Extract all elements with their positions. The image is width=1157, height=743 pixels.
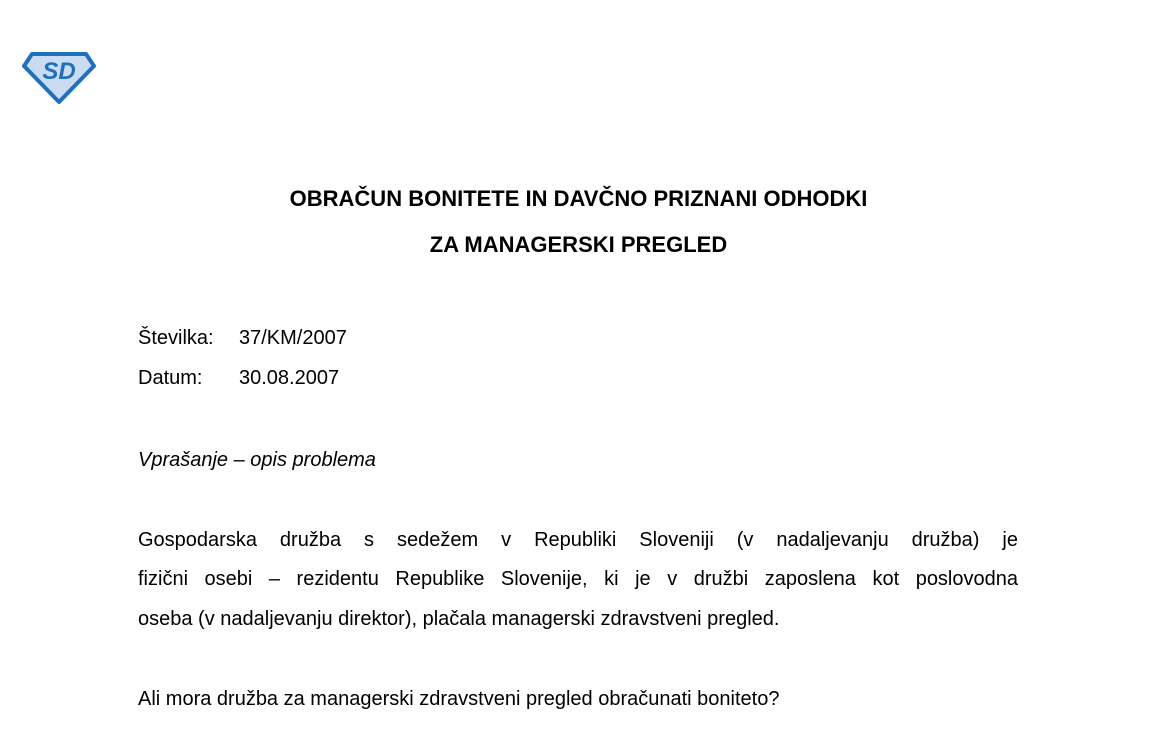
question-text: Ali mora družba za managerski zdravstveni pregled obračunati boniteto?	[138, 688, 780, 710]
number-value: 37/KM/2007	[239, 327, 347, 349]
paragraph-line: oseba (v nadaljevanju direktor), plačala managerski zdravstveni pregled.	[138, 608, 780, 630]
number-label: Številka:	[138, 327, 214, 349]
paragraph-line: fizični osebi – rezidentu Republike Slovenije, ki je v družbi zaposlena kot poslovodna	[138, 568, 1018, 590]
section-heading: Vprašanje – opis problema	[138, 449, 376, 471]
paragraph-line: Gospodarska družba s sedežem v Republiki Sloveniji (v nadaljevanju družba) je	[138, 529, 1018, 551]
date-label: Datum:	[138, 367, 203, 389]
number-row	[138, 327, 347, 350]
logo-text: SD	[42, 58, 76, 85]
company-logo	[22, 48, 96, 104]
date-row	[138, 367, 339, 390]
document-title-line-2: ZA MANAGERSKI PREGLED	[429, 232, 728, 257]
document-title-line-1: OBRAČUN BONITETE IN DAVČNO PRIZNANI ODHODKI	[289, 186, 868, 211]
date-value: 30.08.2007	[239, 367, 340, 389]
